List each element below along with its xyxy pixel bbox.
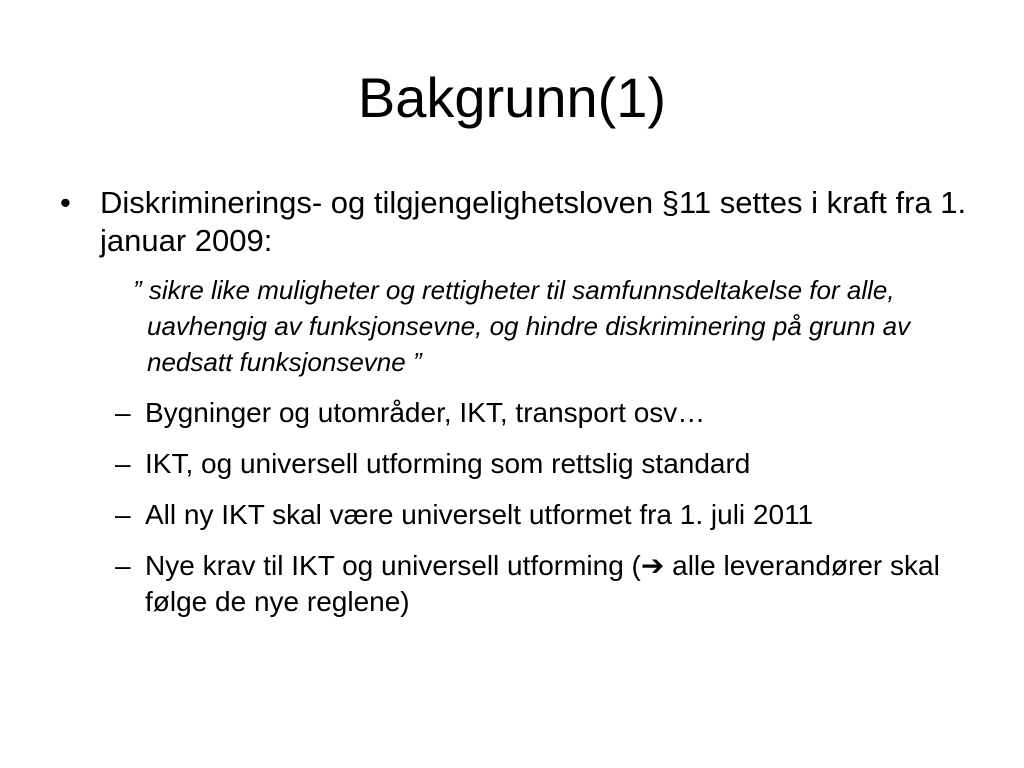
sub-item xyxy=(60,446,975,482)
sub-item-text-end: alle leverandører skal følge de nye reglene) xyxy=(145,550,940,617)
slide-content xyxy=(60,184,980,620)
sub-item xyxy=(60,395,975,431)
slide-title: Bakgrunn(1) xyxy=(357,66,667,129)
dash-marker: – xyxy=(115,448,131,479)
sub-item-text: IKT, og universell utforming som rettslig standard xyxy=(145,448,751,479)
dash-marker: – xyxy=(115,397,131,428)
dash-marker: – xyxy=(115,499,131,530)
law-quote: ” sikre like muligheter og rettigheter til samfunnsdeltakelse for alle, uavhengig av funksjonsevne, og hindre diskriminering på grunn av nedsatt funksjonsevne ” xyxy=(133,275,911,377)
sub-item-text: All ny IKT skal være universelt utformet fra 1. juli 2011 xyxy=(145,499,814,530)
sub-item xyxy=(60,497,975,533)
right-arrow-icon: ➔ xyxy=(640,550,665,581)
sub-item xyxy=(60,548,975,620)
bullet-item xyxy=(60,184,980,260)
sub-item-text-start: Nye krav til IKT og universell utforming ( xyxy=(145,550,641,581)
bullet-text: Diskriminerings- og tilgjengelighetsloven §11 settes i kraft fra 1. januar 2009: xyxy=(100,185,967,258)
dash-marker: – xyxy=(115,550,131,581)
sub-item-text: Bygninger og utområder, IKT, transport osv… xyxy=(145,397,706,428)
bullet-marker: • xyxy=(60,185,71,220)
